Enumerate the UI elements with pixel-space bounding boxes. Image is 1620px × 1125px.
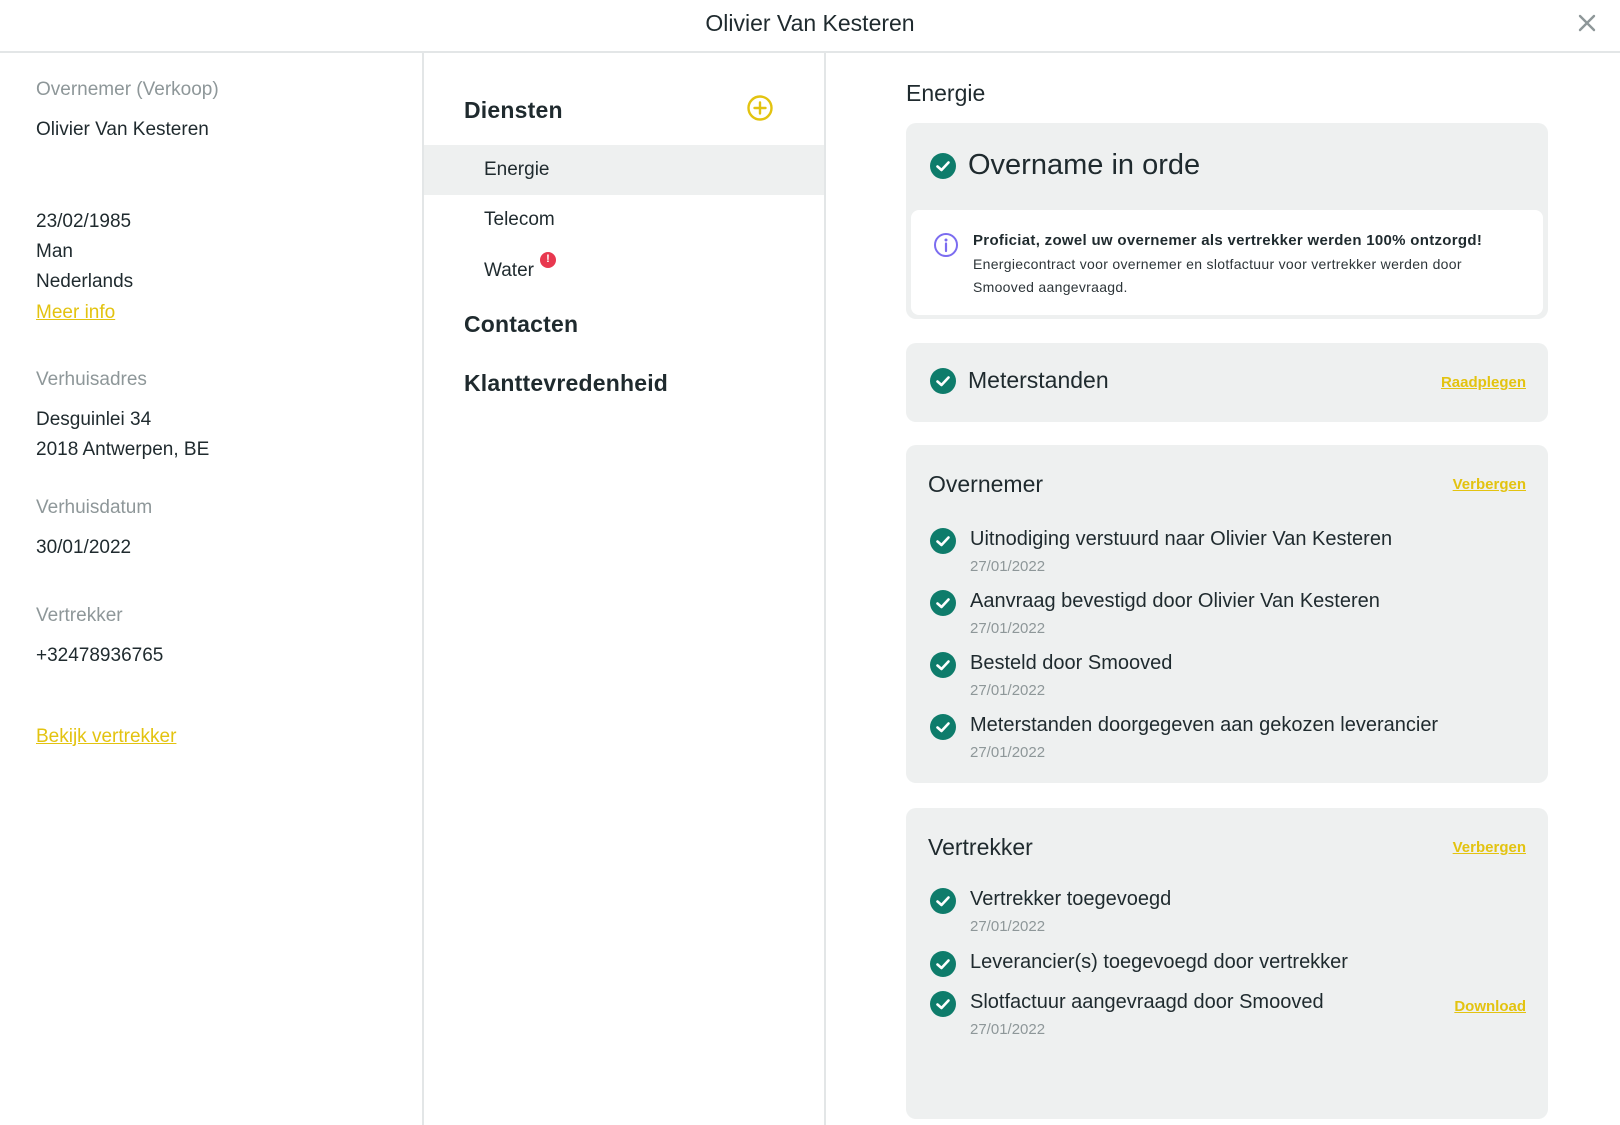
check-circle-icon [930, 368, 956, 394]
info-body-text: Energiecontract voor overnemer en slotfactuur voor vertrekker werden door Smooved aangevraagd. [973, 256, 1462, 295]
modal-title: Olivier Van Kesteren [705, 10, 915, 36]
check-circle-icon [930, 153, 956, 179]
move-date: 30/01/2022 [36, 537, 132, 558]
nav-satisfaction[interactable]: Klanttevredenheid [464, 370, 669, 396]
seller-card-title: Vertrekker [928, 834, 1033, 860]
more-info-link[interactable]: Meer info [36, 302, 116, 323]
step-text: Leverancier(s) toegevoegd door vertrekker [970, 951, 1348, 973]
meter-card [906, 343, 1548, 422]
nav-item-telecom[interactable] [424, 195, 824, 245]
nav-item-water[interactable] [424, 246, 824, 296]
check-circle-icon [930, 590, 956, 616]
add-service-button[interactable] [746, 94, 774, 122]
step-date: 27/01/2022 [970, 558, 1046, 575]
check-circle-icon [930, 528, 956, 554]
nav-contacts[interactable]: Contacten [464, 311, 579, 337]
modal-header [0, 0, 1620, 53]
step-text: Slotfactuur aangevraagd door Smooved [970, 991, 1324, 1013]
status-title: Overname in orde [968, 149, 1201, 181]
step-text: Uitnodiging verstuurd naar Olivier Van Kesteren [970, 528, 1393, 550]
status-card-header [930, 149, 1200, 182]
services-nav [424, 55, 824, 1125]
check-circle-icon [930, 714, 956, 740]
nav-item-energie[interactable] [424, 145, 824, 195]
step-date: 27/01/2022 [970, 620, 1046, 637]
seller-label: Vertrekker [36, 605, 123, 626]
seller-card [906, 808, 1548, 1119]
step-text: Meterstanden doorgegeven aan gekozen leverancier [970, 714, 1439, 736]
seller-hide-link[interactable]: Verbergen [1452, 839, 1526, 856]
check-circle-icon [930, 951, 956, 977]
buyer-card [906, 445, 1548, 783]
birthdate: 23/02/1985 [36, 211, 132, 232]
download-link[interactable]: Download [1454, 998, 1526, 1015]
gender: Man [36, 241, 73, 262]
nationality: Nederlands [36, 271, 134, 292]
person-details-panel [0, 55, 422, 1125]
step-date: 27/01/2022 [970, 918, 1046, 935]
buyer-label: Overnemer (Verkoop) [36, 79, 219, 100]
info-strong-text: Proficiat, zowel uw overnemer als vertrekker werden 100% ontzorgd! [973, 232, 1483, 249]
buyer-name: Olivier Van Kesteren [36, 119, 209, 140]
status-card [906, 123, 1548, 319]
plus-circle-icon [746, 94, 774, 122]
step-date: 27/01/2022 [970, 1021, 1046, 1038]
check-circle-icon [930, 888, 956, 914]
check-circle-icon [930, 991, 956, 1017]
info-icon [933, 232, 959, 258]
nav-item-label: Energie [484, 159, 550, 180]
step-text: Besteld door Smooved [970, 652, 1173, 674]
meter-title: Meterstanden [968, 367, 1109, 393]
meter-card-header [930, 367, 1109, 394]
move-date-label: Verhuisdatum [36, 497, 153, 518]
alert-badge-icon [540, 252, 556, 268]
info-message [911, 210, 1543, 315]
address-label: Verhuisadres [36, 369, 147, 390]
section-title: Energie [906, 80, 986, 106]
buyer-hide-link[interactable]: Verbergen [1452, 476, 1526, 493]
address-line2: 2018 Antwerpen, BE [36, 439, 210, 460]
step-text: Aanvraag bevestigd door Olivier Van Kesteren [970, 590, 1380, 612]
energy-detail-panel [826, 55, 1620, 1125]
nav-services-heading[interactable]: Diensten [464, 97, 563, 123]
step-text: Vertrekker toegevoegd [970, 888, 1172, 910]
step-date: 27/01/2022 [970, 682, 1046, 699]
buyer-card-title: Overnemer [928, 471, 1044, 497]
nav-item-label: Water [484, 260, 534, 281]
check-circle-icon [930, 652, 956, 678]
step-date: 27/01/2022 [970, 744, 1046, 761]
close-icon [1572, 8, 1602, 38]
consult-link[interactable]: Raadplegen [1440, 374, 1526, 391]
seller-phone: +32478936765 [36, 645, 164, 666]
address-line1: Desguinlei 34 [36, 409, 152, 430]
view-seller-link[interactable]: Bekijk vertrekker [36, 726, 177, 747]
close-button[interactable] [1572, 8, 1602, 38]
nav-item-label: Telecom [484, 209, 555, 230]
